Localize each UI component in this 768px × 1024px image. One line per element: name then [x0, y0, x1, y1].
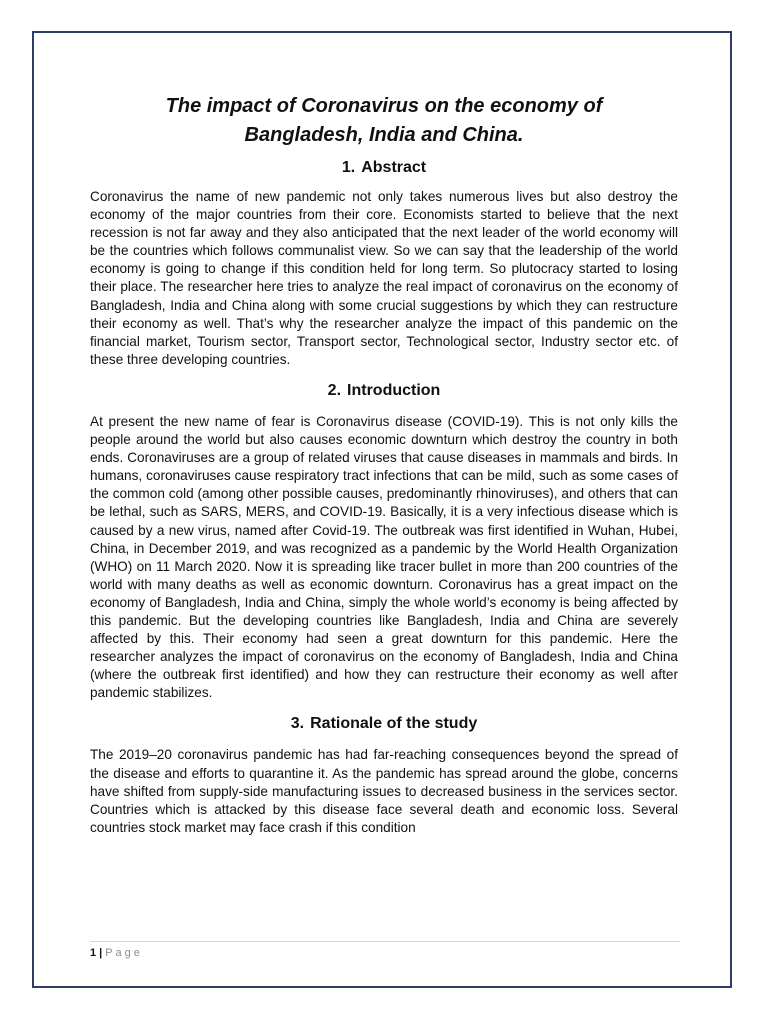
page-number: 1 — [90, 947, 97, 959]
section-number: 1. — [341, 159, 356, 176]
page-footer — [90, 941, 680, 961]
section-heading-introduction — [90, 380, 678, 402]
section-heading-abstract — [90, 157, 678, 179]
section-heading-rationale — [90, 713, 678, 735]
section-title: Abstract — [361, 159, 427, 176]
section-title: Introduction — [347, 381, 441, 399]
abstract-paragraph: Coronavirus the name of new pandemic not only takes numerous lives but also destroy the economy of the major countries from their core. Economists started to believe that the next recession is not far away and they also anticipated that the next leader of the world economy will be the countries which follows communalist view. So we can say that the leadership of the world economy is going to change if this condition held for long term. So plutocracy started to losing their place. The researcher here tries to analyze the real impact of coronavirus on the economy of Bangladesh, India and China along with some crucial suggestions by which they can restructure their economy as well. That’s why the researcher analyze the impact of this pandemic on the financial market, Tourism sector, Transport sector, Technological sector, Industry sector etc. of these three developing countries. — [90, 189, 678, 367]
section-title: Rationale of the study — [310, 715, 478, 733]
rationale-paragraph: The 2019–20 coronavirus pandemic has had far-reaching consequences beyond the spread of the disease and efforts to quarantine it. As the pandemic has spread around the globe, concerns have shifted from supply-side manufacturing issues to decreased business in the services sector. Countries which is attacked by this disease face several death and economic loss. Several countries stock market may face crash if this condition — [90, 747, 678, 835]
introduction-paragraph: At present the new name of fear is Coronavirus disease (COVID-19). This is not only kills the people around the world but also causes economic downturn which destroy the country in both ends. Coronaviruses are a group of related viruses that cause diseases in mammals and birds. In humans, coronaviruses cause respiratory tract infections that can be mild, such as some cases of the common cold (among other possible causes, predominantly rhinoviruses), and others that can be lethal, such as SARS, MERS, and COVID-19. Basically, it is a very infectious disease which is caused by a new virus, named after Covid-19. The outbreak was first identified in Wuhan, Hubei, China, in December 2019, and was recognized as a pandemic by the World Health Organization (WHO) on 11 March 2020. Now it is spreading like tracer bullet in more than 200 countries of the world with many deaths as well as economic downturn. Coronavirus has a great impact on the economy of Bangladesh, India and China, simply the whole world’s economy is being affected by this pandemic. But the developing countries like Bangladesh, India and China are severely affected by this. Their economy had seen a great downturn for this pandemic. Here the researcher analyzes the impact of coronavirus on the economy of Bangladesh, India and China (where the outbreak first identified) and how they can restructure their economy as well after pandemic stabilizes. — [90, 413, 678, 701]
title-line-2: Bangladesh, India and China. — [244, 124, 524, 146]
footer-separator: | — [99, 947, 103, 959]
page-label: Page — [105, 947, 143, 959]
section-number: 2. — [327, 381, 342, 399]
document-body — [90, 92, 678, 837]
document-title — [90, 92, 678, 150]
section-number: 3. — [290, 715, 305, 733]
title-line-1: The impact of Coronavirus on the economy of — [165, 95, 603, 117]
